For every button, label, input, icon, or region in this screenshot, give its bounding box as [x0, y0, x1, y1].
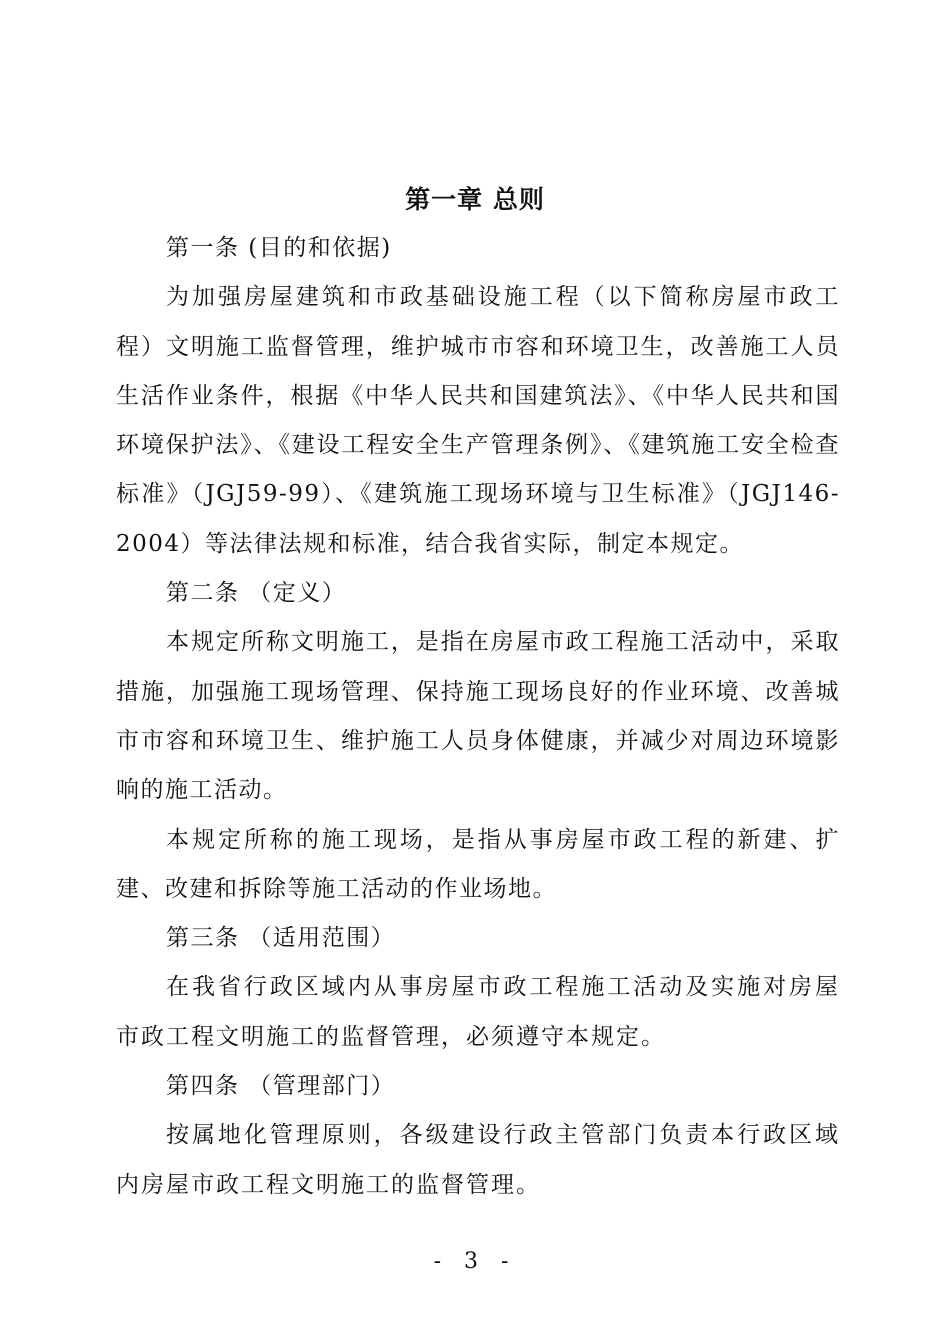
article-3-heading: 第三条 （适用范围） [166, 925, 396, 952]
article-1-heading: 第一条 (目的和依据) [166, 235, 392, 261]
article-4-heading: 第四条 （管理部门） [166, 1073, 396, 1100]
article-4-paragraph-1: 按属地化管理原则，各级建设行政主管部门负责本行政区域内房屋市政工程文明施工的监督管理。 [116, 1122, 840, 1198]
article-2-paragraph-1: 本规定所称文明施工，是指在房屋市政工程施工活动中，采取措施，加强施工现场管理、保持施工现场良好的作业环境、改善城市市容和环境卫生、维护施工人员身体健康，并减少对周边环境影响的施工活动。 [116, 629, 840, 804]
chapter-title: 第一章 总则 [405, 185, 545, 214]
document-body [116, 224, 840, 1210]
page-number: - 3 - [433, 1249, 517, 1274]
article-3-paragraph-1: 在我省行政区域内从事房屋市政工程施工活动及实施对房屋市政工程文明施工的监督管理，必须遵守本规定。 [116, 974, 840, 1050]
article-2-paragraph-2: 本规定所称的施工现场，是指从事房屋市政工程的新建、扩建、改建和拆除等施工活动的作业场地。 [116, 826, 840, 902]
article-1-paragraph-1: 为加强房屋建筑和市政基础设施工程（以下简称房屋市政工程）文明施工监督管理，维护城市市容和环境卫生，改善施工人员生活作业条件，根据《中华人民共和国建筑法》、《中华人民共和国环境保护法》、《建设工程安全生产管理条例》、《建筑施工安全检查标准》（JGJ59-99）、《建筑施工现场环境与卫生标准》（JGJ146-2004）等法律法规和标准，结合我省实际，制定本规定。 [116, 284, 840, 557]
article-2-heading: 第二条 （定义） [166, 580, 347, 607]
